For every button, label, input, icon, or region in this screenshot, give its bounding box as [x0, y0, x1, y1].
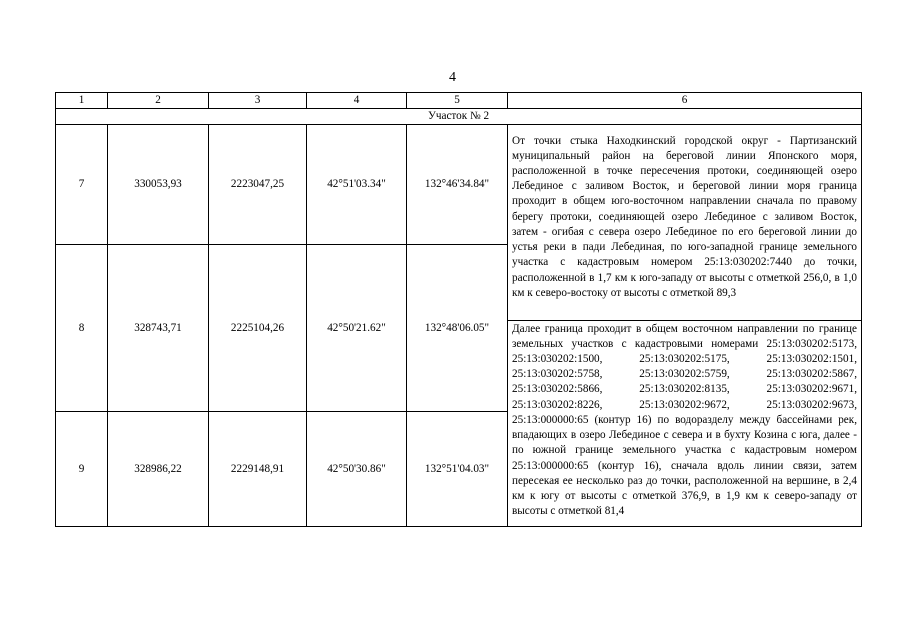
- x-coordinate: 328743,71: [108, 245, 209, 412]
- y-coordinate: 2225104,26: [209, 245, 307, 412]
- y-coordinate: 2229148,91: [209, 412, 307, 527]
- longitude: 132°48'06.05": [407, 245, 508, 412]
- point-number: 9: [56, 412, 108, 527]
- latitude: 42°50'30.86": [307, 412, 407, 527]
- point-number: 8: [56, 245, 108, 412]
- table-row: [56, 125, 862, 245]
- boundary-description: От точки стыка Находкинский городской округ - Партизанский муниципальный район на береговой линии Японского моря, расположенной в точке пересечения протоки, соединяющей озеро Лебединое с заливом Восток, и береговой линии моря граница проходит в общем юго-восточном направлении сначала по правому берегу протоки, соединяющей озеро Лебединое с заливом Восток, затем - огибая с севера озеро Лебединое по его береговой линии до устья реки в пади Лебединая, по юго-западной границе земельного участка с кадастровым номером 25:13:030202:7440 до точки, расположенной в 1,7 км к юго-западу от высоты с отметкой 256,0, в 1,0 км к северо-востоку от высоты с отметкой 89,3: [512, 134, 857, 299]
- column-header: 6: [508, 93, 862, 109]
- latitude: 42°51'03.34": [307, 125, 407, 245]
- page-number: 4: [449, 70, 456, 85]
- point-number: 7: [56, 125, 108, 245]
- section-title: Участок № 2: [56, 109, 862, 125]
- x-coordinate: 330053,93: [108, 125, 209, 245]
- column-header: 3: [209, 93, 307, 109]
- section-row: [56, 109, 862, 125]
- y-coordinate: 2223047,25: [209, 125, 307, 245]
- boundary-description: Далее граница проходит в общем восточном направлении по границе земельных участков с кадастровыми номерами 25:13:030202:5173, 25:13:030202:1500, 25:13:030202:5175, 25:13:030202:1501, 25:13:030202:5758, 25:13:030202:5759, 25:13:030202:5867, 25:13:030202:5866, 25:13:030202:8135, 25:13:030202:9671, 25:13:030202:8226, 25:13:030202:9672, 25:13:030202:9673, 25:13:000000:65 (контур 16) по водоразделу между бассейнами рек, впадающих в озеро Лебединое с севера и в бухту Козина с юга, далее - по южной границе земельного участка с кадастровым номером 25:13:000000:65 (контур 16), сначала вдоль линии связи, затем пересекая ее несколько раз до точки, расположенной на вершине, в 2,4 км к югу от высоты с отметкой 376,9, в 1,9 км к северо-западу от высоты с отметкой 81,4: [508, 320, 861, 520]
- x-coordinate: 328986,22: [108, 412, 209, 527]
- column-header-row: [56, 93, 862, 109]
- column-header: 2: [108, 93, 209, 109]
- longitude: 132°46'34.84": [407, 125, 508, 245]
- boundary-points-table: [55, 92, 862, 527]
- longitude: 132°51'04.03": [407, 412, 508, 527]
- column-header: 4: [307, 93, 407, 109]
- column-header: 5: [407, 93, 508, 109]
- boundary-description-cell: [508, 125, 862, 527]
- column-header: 1: [56, 93, 108, 109]
- latitude: 42°50'21.62": [307, 245, 407, 412]
